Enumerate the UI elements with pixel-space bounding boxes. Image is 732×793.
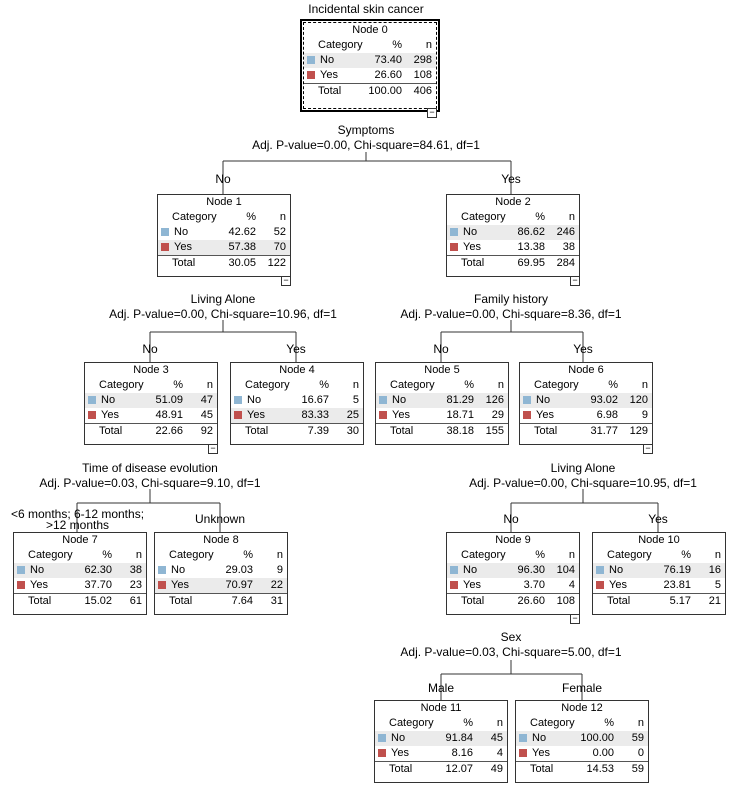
yes-swatch-icon [161, 243, 169, 251]
yes-swatch-icon [17, 581, 25, 589]
node-12[interactable]: Node 12 Category % n No 100.00 59 Yes 0.00 0 Total 14.53 59 [515, 700, 649, 783]
yes-swatch-icon [378, 749, 386, 757]
no-swatch-icon [161, 228, 169, 236]
split-variable: Living Alone [190, 292, 256, 306]
branch-label: No [215, 172, 231, 186]
node-6[interactable]: Node 6 Category % n No 93.02 120 Yes 6.98 9 Total 31.77 129 − [519, 362, 653, 445]
node-7[interactable]: Node 7 Category % n No 62.30 38 Yes 37.70 23 Total 15.02 61 [13, 532, 147, 615]
node-4[interactable]: Node 4 Category % n No 16.67 5 Yes 83.33 25 Total 7.39 30 [230, 362, 364, 445]
branch-label: Unknown [194, 512, 246, 526]
no-swatch-icon [519, 734, 527, 742]
collapse-icon[interactable]: − [427, 108, 437, 118]
collapse-icon[interactable]: − [570, 614, 580, 624]
branch-label: Female [561, 681, 602, 695]
no-swatch-icon [523, 396, 531, 404]
yes-swatch-icon [307, 71, 315, 79]
collapse-icon[interactable]: − [281, 276, 291, 286]
node-0[interactable]: Node 0 Category % n No 73.40 298 Yes 26.60 108 Total 100.00 406 − [303, 22, 437, 109]
yes-swatch-icon [519, 749, 527, 757]
branch-label: No [503, 512, 519, 526]
node-5[interactable]: Node 5 Category % n No 81.29 126 Yes 18.71 29 Total 38.18 155 [375, 362, 509, 445]
yes-swatch-icon [596, 581, 604, 589]
collapse-icon[interactable]: − [570, 276, 580, 286]
no-swatch-icon [450, 228, 458, 236]
split-variable: Sex [500, 630, 522, 644]
node-1[interactable]: Node 1 Category % n No 42.62 52 Yes 57.38 70 Total 30.05 122 − [157, 194, 291, 277]
branch-label: Yes [573, 342, 593, 356]
yes-swatch-icon [450, 243, 458, 251]
no-swatch-icon [378, 734, 386, 742]
branch-label: Yes [648, 512, 668, 526]
split-stat: Adj. P-value=0.00, Chi-square=10.96, df=1 [109, 307, 337, 321]
no-swatch-icon [158, 566, 166, 574]
no-swatch-icon [307, 56, 315, 64]
node-10[interactable]: Node 10 Category % n No 76.19 16 Yes 23.81 5 Total 5.17 21 [592, 532, 726, 615]
yes-swatch-icon [234, 411, 242, 419]
branch-label: Male [427, 681, 454, 695]
no-swatch-icon [234, 396, 242, 404]
no-swatch-icon [17, 566, 25, 574]
split-stat: Adj. P-value=0.03, Chi-square=5.00, df=1 [400, 645, 622, 659]
yes-swatch-icon [523, 411, 531, 419]
collapse-icon[interactable]: − [208, 444, 218, 454]
node-9[interactable]: Node 9 Category % n No 96.30 104 Yes 3.70 4 Total 26.60 108 − [446, 532, 580, 615]
branch-label: Yes [286, 342, 306, 356]
no-swatch-icon [379, 396, 387, 404]
branch-label: >12 months [45, 518, 110, 532]
no-swatch-icon [596, 566, 604, 574]
branch-label: No [433, 342, 449, 356]
node-3[interactable]: Node 3 Category % n No 51.09 47 Yes 48.91 45 Total 22.66 92 − [84, 362, 218, 445]
col-pct: % [392, 39, 402, 51]
split-variable: Family history [473, 292, 548, 306]
no-swatch-icon [88, 396, 96, 404]
collapse-icon[interactable]: − [643, 444, 653, 454]
node-2[interactable]: Node 2 Category % n No 86.62 246 Yes 13.38 38 Total 69.95 284 − [446, 194, 580, 277]
col-category: Category [318, 39, 363, 51]
col-n: n [425, 39, 432, 51]
yes-swatch-icon [158, 581, 166, 589]
branch-label: No [142, 342, 158, 356]
split-variable: Time of disease evolution [82, 461, 218, 475]
split-variable: Symptoms [337, 123, 395, 137]
node-8[interactable]: Node 8 Category % n No 29.03 9 Yes 70.97 22 Total 7.64 31 [154, 532, 288, 615]
split-variable: Living Alone [550, 461, 616, 475]
tree-title: Incidental skin cancer [308, 2, 424, 16]
split-stat: Adj. P-value=0.00, Chi-square=84.61, df=1 [252, 138, 480, 152]
split-stat: Adj. P-value=0.03, Chi-square=9.10, df=1 [39, 476, 261, 490]
node-11[interactable]: Node 11 Category % n No 91.84 45 Yes 8.16 4 Total 12.07 49 [374, 700, 508, 783]
yes-swatch-icon [450, 581, 458, 589]
split-stat: Adj. P-value=0.00, Chi-square=10.95, df=1 [469, 476, 697, 490]
yes-swatch-icon [379, 411, 387, 419]
branch-label: <6 months; 6-12 months; [10, 507, 145, 521]
split-stat: Adj. P-value=0.00, Chi-square=8.36, df=1 [400, 307, 622, 321]
yes-swatch-icon [88, 411, 96, 419]
branch-label: Yes [501, 172, 521, 186]
no-swatch-icon [450, 566, 458, 574]
node-name: Node 0 [352, 24, 388, 36]
